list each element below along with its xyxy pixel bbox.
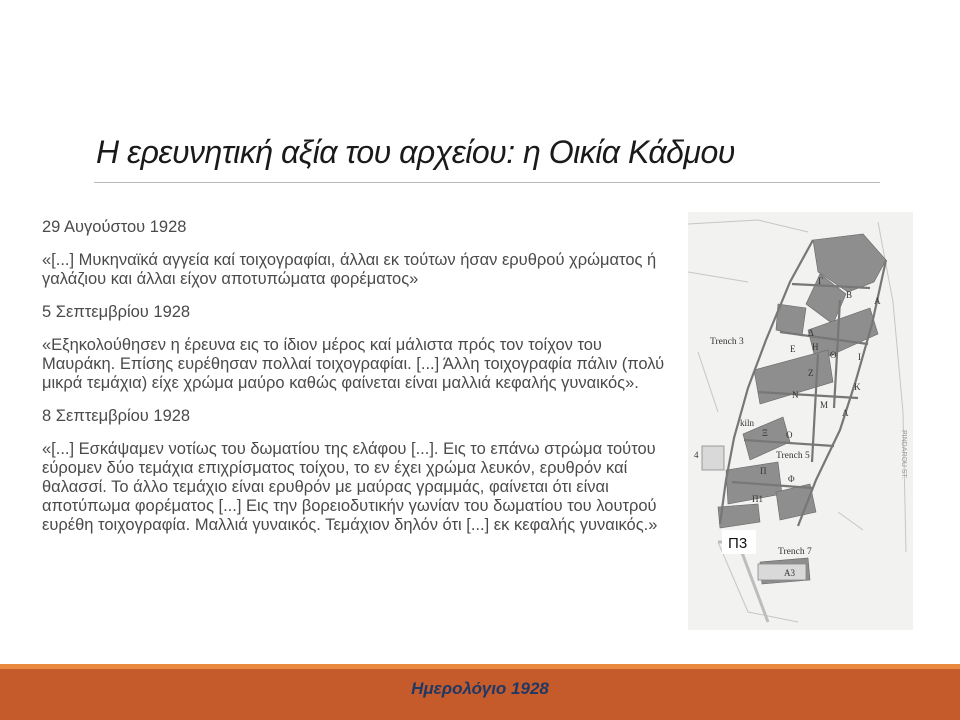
entry-text: «[...] Μυκηναϊκά αγγεία καί τοιχογραφίαι, άλλαι εκ τούτων ήσαν ερυθρού χρώματος ή γαλάζιου και άλλαι είχον αποτυπώματα φορέματος» — [42, 251, 657, 288]
room-label: Η — [812, 342, 819, 352]
slide-title: Η ερευνητική αξία του αρχείου: η Οικία Κάδμου — [96, 134, 735, 170]
entry-text: «[...] Εσκάψαμεν νοτίως του δωματίου της ελάφου [...]. Εις το επάνω στρώμα τούτου εύρομεν δύο τεμάχια επιχρίσματος τοίχου, το εν έχει χρώμα λευκόν, ερυθρόν καί θαλασσί. Το άλλο τεμάχιο είναι ερυθρόν με μαύρας γραμμάς, φαίνεται ότι είναι αποτύπωμα φορέματος [...] Εις την βορειοδυτικήν γωνίαν του δωματίου του λουτρού ευρέθη τοιχογραφία. Μαλλιά γυναικός. Τεμάχιον δηλόν ότι [...] εκ κεφαλής γυναικός.» — [42, 440, 658, 534]
trench-label: Trench 5 — [776, 451, 810, 461]
room-label: Α — [874, 296, 881, 306]
entry-date: 29 Αυγούστου 1928 — [42, 218, 187, 236]
room-label: Γ — [818, 276, 824, 286]
room-label: Κ — [854, 382, 861, 392]
room-label: Θ — [830, 350, 837, 360]
entry-text: «Εξηκολούθησεν η έρευνα εις το ίδιον μέρος καί μάλιστα πρός τον τοίχον του Μαυράκη. Επίσης ευρέθησαν πολλαί τοιχογραφίαι. [...] Άλλη τοιχογραφία πάλιν (πολύ μικρά τεμάχια) είχε χρώμα μαύρο καθώς φαίνεται είναι μαλλιά κεφαλής γυναικός». — [42, 336, 665, 392]
room-label: Ε — [790, 344, 796, 354]
room-label: Ξ — [762, 428, 768, 438]
title-divider — [94, 182, 880, 183]
room-label: Δ — [808, 328, 814, 338]
room-label: Λ — [842, 408, 849, 418]
entry-date: 5 Σεπτεμβρίου 1928 — [42, 303, 191, 321]
room-label: Ι — [858, 352, 861, 362]
footer-label: Ημερολόγιο 1928 — [411, 679, 549, 698]
trench-label: Trench 7 — [778, 547, 812, 557]
room-label: Ζ — [808, 368, 814, 378]
room-label: Φ — [788, 474, 795, 484]
diary-excerpts — [42, 218, 667, 549]
trench-label: Trench 3 — [710, 337, 744, 347]
room-label: Π — [760, 466, 767, 476]
street-label: PINDAROU ST. — [900, 430, 907, 480]
room-label: 4 — [694, 450, 699, 460]
excavation-plan — [688, 212, 913, 630]
room-label: Ν — [792, 390, 799, 400]
room-label: Μ — [820, 400, 829, 410]
marker-label: Π3 — [728, 535, 748, 552]
room-label: Ο — [786, 430, 793, 440]
room-label: Π1 — [752, 494, 763, 504]
room-label: Α3 — [784, 568, 795, 578]
room-label: kiln — [740, 418, 755, 428]
entry-date: 8 Σεπτεμβρίου 1928 — [42, 407, 191, 425]
room-label: Β — [846, 290, 853, 300]
